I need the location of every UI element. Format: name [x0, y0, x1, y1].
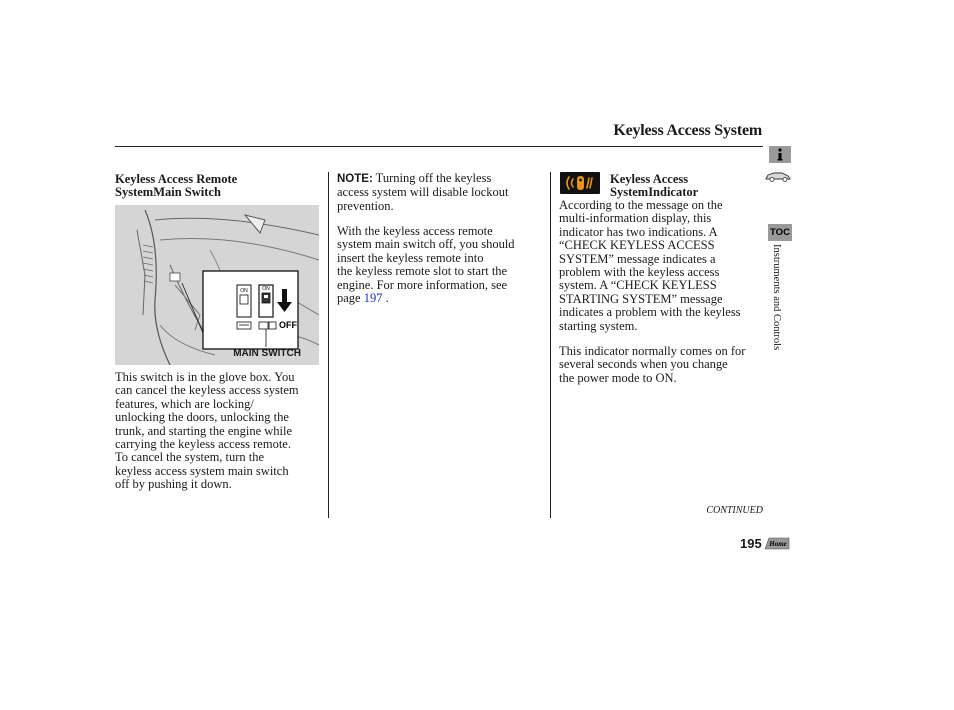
switch-label-off: OFF: [279, 320, 297, 330]
page-ref-suffix: .: [382, 291, 389, 306]
glovebox-drawing: [115, 205, 319, 365]
title-divider: [115, 146, 763, 147]
home-label: Home: [769, 540, 787, 548]
text-line: trunk, and starting the engine while: [115, 423, 293, 438]
text-line: several seconds when you change: [559, 357, 728, 372]
heading-line: Keyless Access Remote: [115, 172, 238, 186]
page-title: Keyless Access System: [613, 122, 762, 139]
heading-line: SystemMain Switch: [115, 185, 221, 199]
column-divider-left: [328, 172, 329, 518]
car-icon: [764, 168, 792, 184]
text-line: carrying the keyless access remote.: [115, 437, 291, 452]
continued-label: CONTINUED: [706, 505, 763, 516]
text-line: To cancel the system, turn the: [115, 450, 265, 465]
text-line: features, which are locking/: [115, 396, 254, 411]
section-heading-indicator: [610, 173, 698, 199]
home-button[interactable]: [764, 536, 790, 550]
indicator-description: [559, 199, 764, 333]
info-button[interactable]: [769, 146, 791, 163]
home-icon: [764, 536, 790, 550]
page-number: 195: [740, 536, 762, 551]
page-ref-prefix: page: [337, 291, 364, 306]
section-label: Instruments and Controls: [771, 244, 782, 351]
figure-caption: MAIN SWITCH: [233, 348, 301, 359]
text-line: problem with the keyless access: [559, 265, 720, 280]
info-icon: [769, 146, 791, 163]
note-label: NOTE:: [337, 173, 373, 185]
heading-line: SystemIndicator: [610, 185, 699, 199]
heading-line: Keyless Access: [610, 172, 689, 186]
text-line: indicator has two indications. A: [559, 224, 718, 239]
text-line: system main switch off, you should: [337, 237, 515, 252]
vehicle-index-button[interactable]: [764, 168, 792, 184]
text-line: keyless access system main switch: [115, 463, 289, 478]
section-tab[interactable]: [770, 244, 784, 372]
text-line: According to the message on the: [559, 198, 723, 212]
keyless-indicator-icon: [560, 172, 600, 194]
section-heading-main-switch: [115, 173, 237, 199]
text-line: “CHECK KEYLESS ACCESS: [559, 238, 715, 253]
toc-button[interactable]: TOC: [768, 224, 792, 241]
main-switch-illustration: [115, 205, 319, 365]
text-line: starting system.: [559, 318, 638, 333]
key-signal-icon: [560, 172, 600, 194]
text-line: This indicator normally comes on for: [559, 344, 746, 358]
text-line: [337, 172, 547, 186]
text-line: engine. For more information, see: [337, 277, 508, 292]
text-line: STARTING SYSTEM” message: [559, 291, 723, 306]
main-switch-off-paragraph: [337, 225, 547, 305]
indicator-power-mode-note: [559, 345, 764, 385]
text-line: This switch is in the glove box. You: [115, 370, 295, 384]
text-line: insert the keyless remote into: [337, 250, 484, 265]
text-line: SYSTEM” message indicates a: [559, 251, 716, 266]
text-line: With the keyless access remote: [337, 224, 493, 238]
text-line: prevention.: [337, 198, 394, 213]
text-line: the keyless remote slot to start the: [337, 264, 508, 279]
text-line: indicates a problem with the keyless: [559, 305, 741, 320]
note-text: Turning off the keyless: [372, 171, 492, 185]
text-line: unlocking the doors, unlocking the: [115, 410, 289, 425]
text-line: off by pushing it down.: [115, 477, 232, 492]
text-line: multi-information display, this: [559, 211, 712, 226]
note-paragraph: [337, 172, 547, 213]
text-line: the power mode to ON.: [559, 370, 677, 385]
switch-label-on: ON: [240, 288, 248, 294]
switch-label-on: ON: [262, 286, 270, 292]
column-divider-right: [550, 172, 551, 518]
page-reference-link[interactable]: 197: [363, 291, 383, 306]
text-line: [337, 292, 547, 305]
text-line: can cancel the keyless access system: [115, 383, 299, 398]
text-line: system. A “CHECK KEYLESS: [559, 278, 717, 293]
main-switch-description: [115, 371, 325, 492]
text-line: access system will disable lockout: [337, 185, 509, 200]
